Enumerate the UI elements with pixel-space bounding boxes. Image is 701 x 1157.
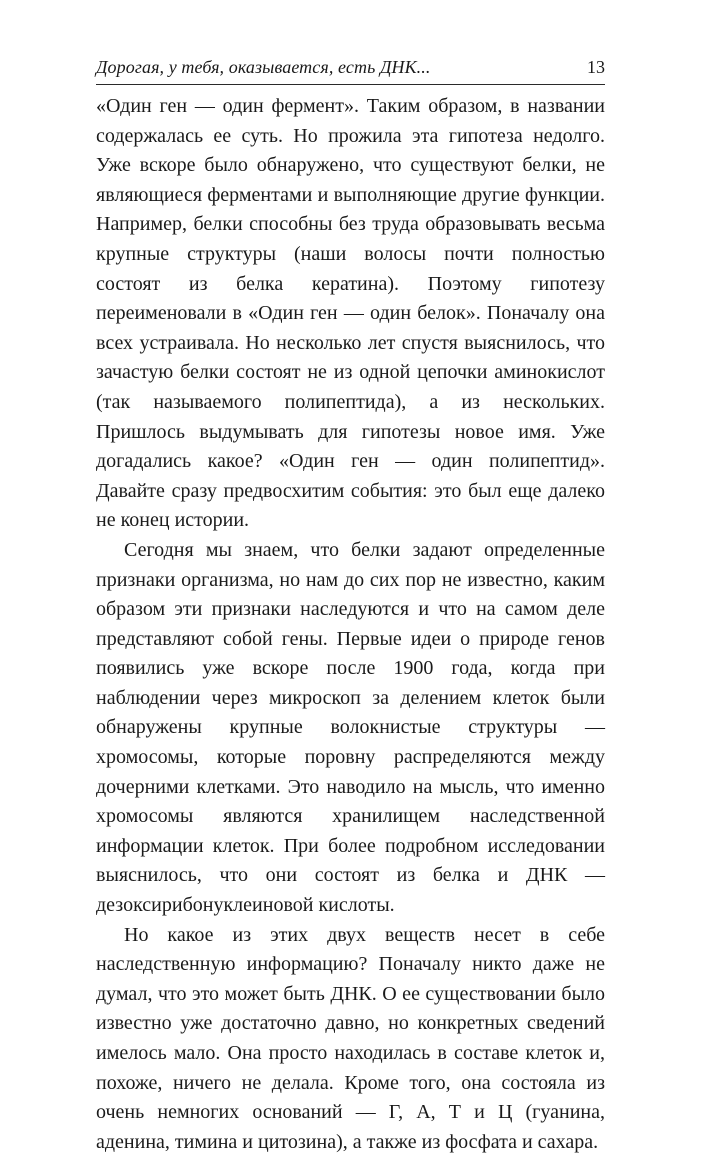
- paragraph-3: Но какое из этих двух веществ несет в себе наследственную информацию? Поначалу никто даже не думал, что это может быть ДНК. О ее существовании было известно уже достаточно давно, но конкретных сведений имелось мало. Она просто находилась в составе клеток и, похоже, ничего не делала. Кроме того, она состояла из очень немногих оснований — Г, А, Т и Ц (гуанина, аденина, тимина и цитозина), а также из фосфата и сахара.: [96, 923, 605, 1153]
- paragraph-2: Сегодня мы знаем, что белки задают определенные признаки организма, но нам до сих пор не известно, каким образом эти признаки наследуются и что на самом деле представляют собой гены. Первые идеи о природе генов появились уже вскоре после 1900 года, когда при наблюдении через микроскоп за делением клеток были обнаружены крупные волокнистые структуры — хромосомы, которые поровну распределяются между дочерними клетками. Это наводило на мысль, что именно хромосомы являются хранилищем наследственной информации клеток. При более подробном исследовании выяснилось, что они состоят из белка и ДНК — дезоксирибонуклеиновой кислоты.: [96, 538, 605, 917]
- paragraph-1: «Один ген — один фермент». Таким образом, в названии содержалась ее суть. Но прожила эта гипотеза недолго. Уже вскоре было обнаружено, что существуют белки, не являющиеся ферментами и выполняющие другие функции. Например, белки способны без труда образовывать весьма крупные структуры (наши волосы почти полностью состоят из белка кератина). Поэтому гипотезу переименовали в «Один ген — один белок». Поначалу она всех устраивала. Но несколько лет спустя выяснилось, что зачастую белки состоят не из одной цепочки аминокислот (так называемого полипептида), а из нескольких. Пришлось выдумывать для гипотезы новое имя. Уже догадались какое? «Один ген — один полипептид». Давайте сразу предвосхитим события: это был еще далеко не конец истории.: [96, 95, 605, 532]
- running-title: Дорогая, у тебя, оказывается, есть ДНК...: [96, 57, 431, 77]
- page-number: 13: [587, 57, 605, 77]
- body-text: [96, 92, 605, 1157]
- running-header: [96, 58, 605, 85]
